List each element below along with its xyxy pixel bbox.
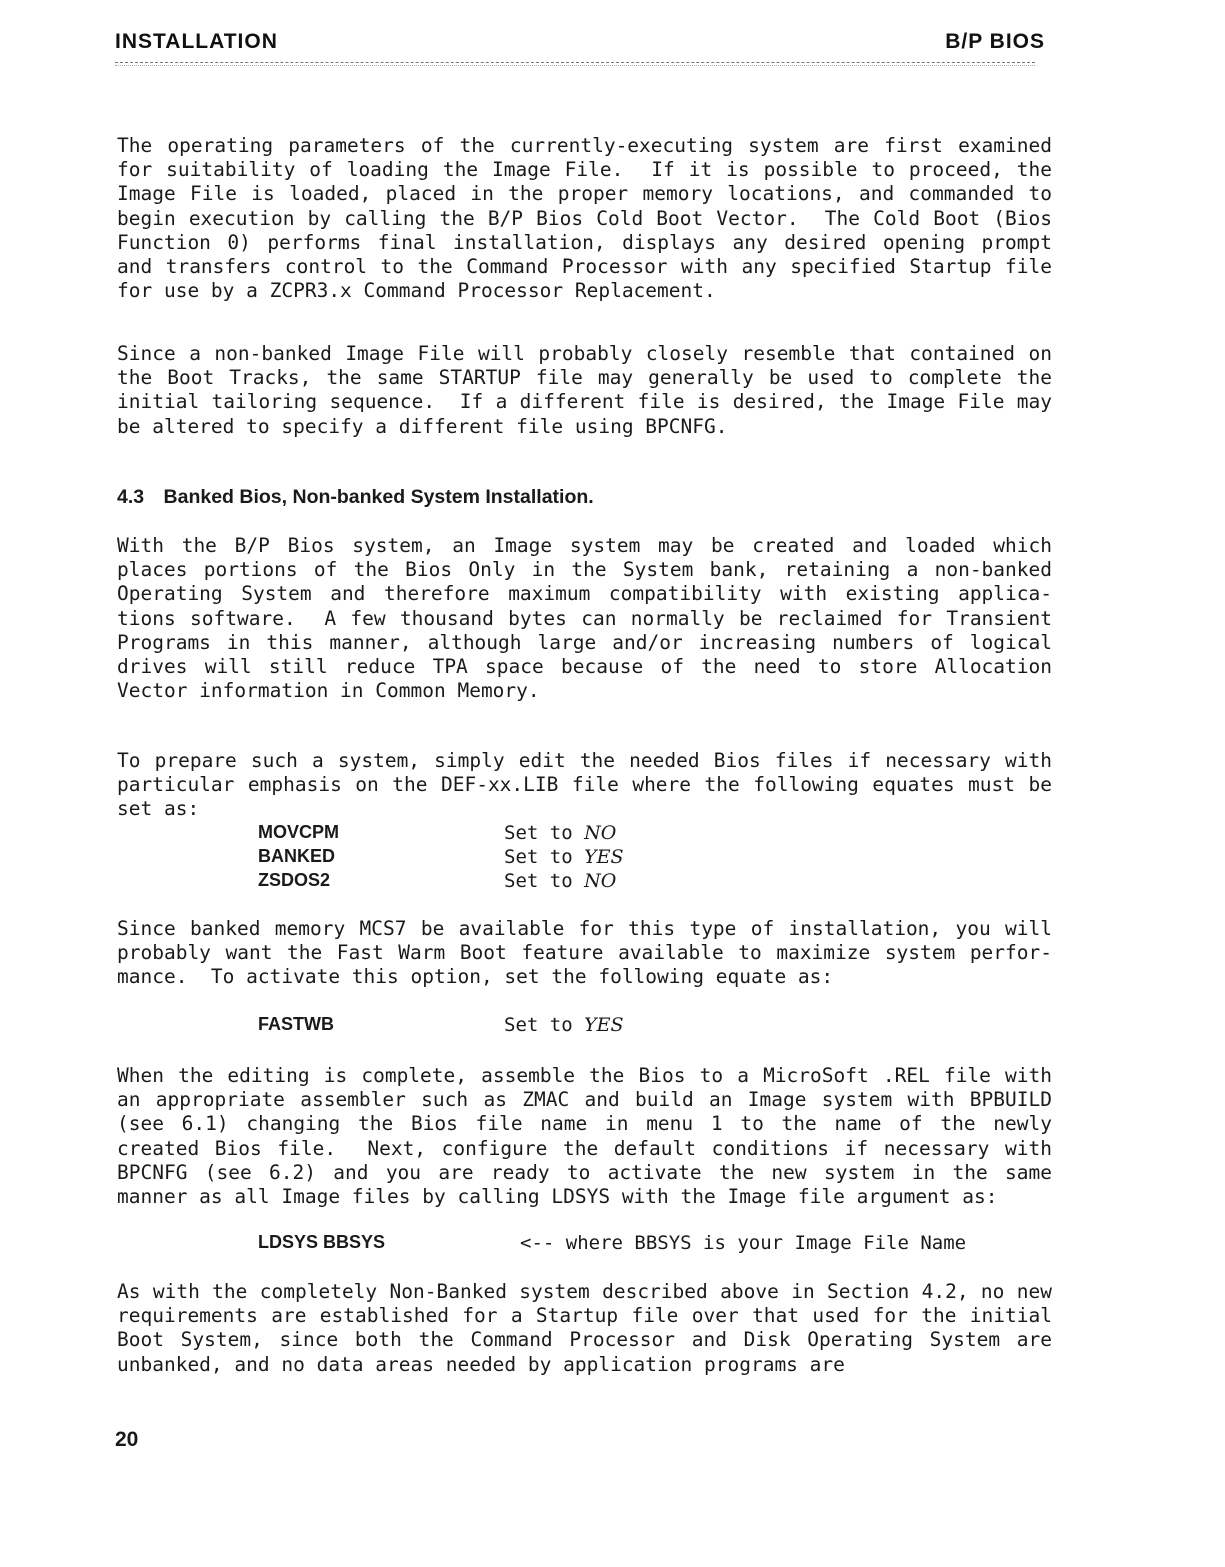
paragraph-prepare-system: To prepare such a system, simply edit the needed Bios files if necessary with particular emphasis on the DEF-xx.LIB file where the following equates must be set as: (117, 749, 1064, 821)
section-title: Banked Bios, Non-banked System Installation. (163, 486, 594, 508)
page-number: 20 (115, 1428, 139, 1451)
header-rule (115, 62, 1035, 66)
ldsys-command: LDSYS BBSYS (258, 1232, 386, 1252)
setting-value: Set to YES (504, 1014, 624, 1036)
paragraph-assemble: When the editing is complete, assemble the Bios to a MicroSoft .REL file with an appropriate assembler such as ZMAC and build an Image system with BPBUILD (see 6.1) changing the Bios file name in menu 1 to the name of the newly created Bios file. Next, configure the default conditions if necessary with BPCNFG (see 6.2) and you are ready to activate the new system in the same manner as all Image files by calling LDSYS with the Image file argument as: (117, 1064, 1064, 1209)
paragraph-banked-bios: With the B/P Bios system, an Image system may be created and loaded which places portions of the Bios Only in the System bank, retaining a non-banked Operating System and therefore maximum compatibility with existing applica- tions software. A few thousand bytes can normally be reclaimed for Transient Programs in this manner, although large and/or increasing numbers of logical drives will still reduce TPA space because of the need to store Allocation Vector information in Common Memory. (117, 534, 1064, 703)
setting-key: BANKED (258, 846, 336, 866)
setting-key: MOVCPM (258, 822, 339, 842)
paragraph-image-load: The operating parameters of the currently-executing system are first examined for suitability of loading the Image File. If it is possible to proceed, the Image File is loaded, placed in the proper memory locations, and commanded to begin execution by calling the B/P Bios Cold Boot Vector. The Cold Boot (Bios Function 0) performs final installation, displays any desired opening prompt and transfers control to the Command Processor with any specified Startup file for use by a ZCPR3.x Command Processor Replacement. (117, 134, 1064, 303)
paragraph-startup-requirements: As with the completely Non-Banked system described above in Section 4.2, no new requirements are established for a Startup file over that used for the initial Boot System, since both the Command Processor and Disk Operating System are unbanked, and no data areas needed by application programs are (117, 1280, 1064, 1376)
paragraph-startup-file: Since a non-banked Image File will probably closely resemble that contained on the Boot Tracks, the same STARTUP file may generally be used to complete the initial tailoring sequence. If a different file is desired, the Image File may be altered to specify a different file using BPCNFG. (117, 342, 1064, 438)
setting-key: ZSDOS2 (258, 870, 331, 890)
running-header-title: INSTALLATION (115, 30, 278, 53)
setting-value: Set to YES (504, 846, 624, 868)
paragraph-fast-warm-boot: Since banked memory MCS7 be available for this type of installation, you will probably want the Fast Warm Boot feature available to maximize system perfor- mance. To activate this option, set the following equate as: (117, 917, 1064, 989)
setting-key: FASTWB (258, 1014, 334, 1034)
section-heading (117, 486, 608, 509)
setting-value: Set to NO (504, 822, 617, 844)
running-header-product: B/P BIOS (945, 30, 1045, 53)
ldsys-note: <-- where BBSYS is your Image File Name (520, 1232, 967, 1254)
section-number: 4.3 (117, 486, 145, 508)
setting-value: Set to NO (504, 870, 617, 892)
